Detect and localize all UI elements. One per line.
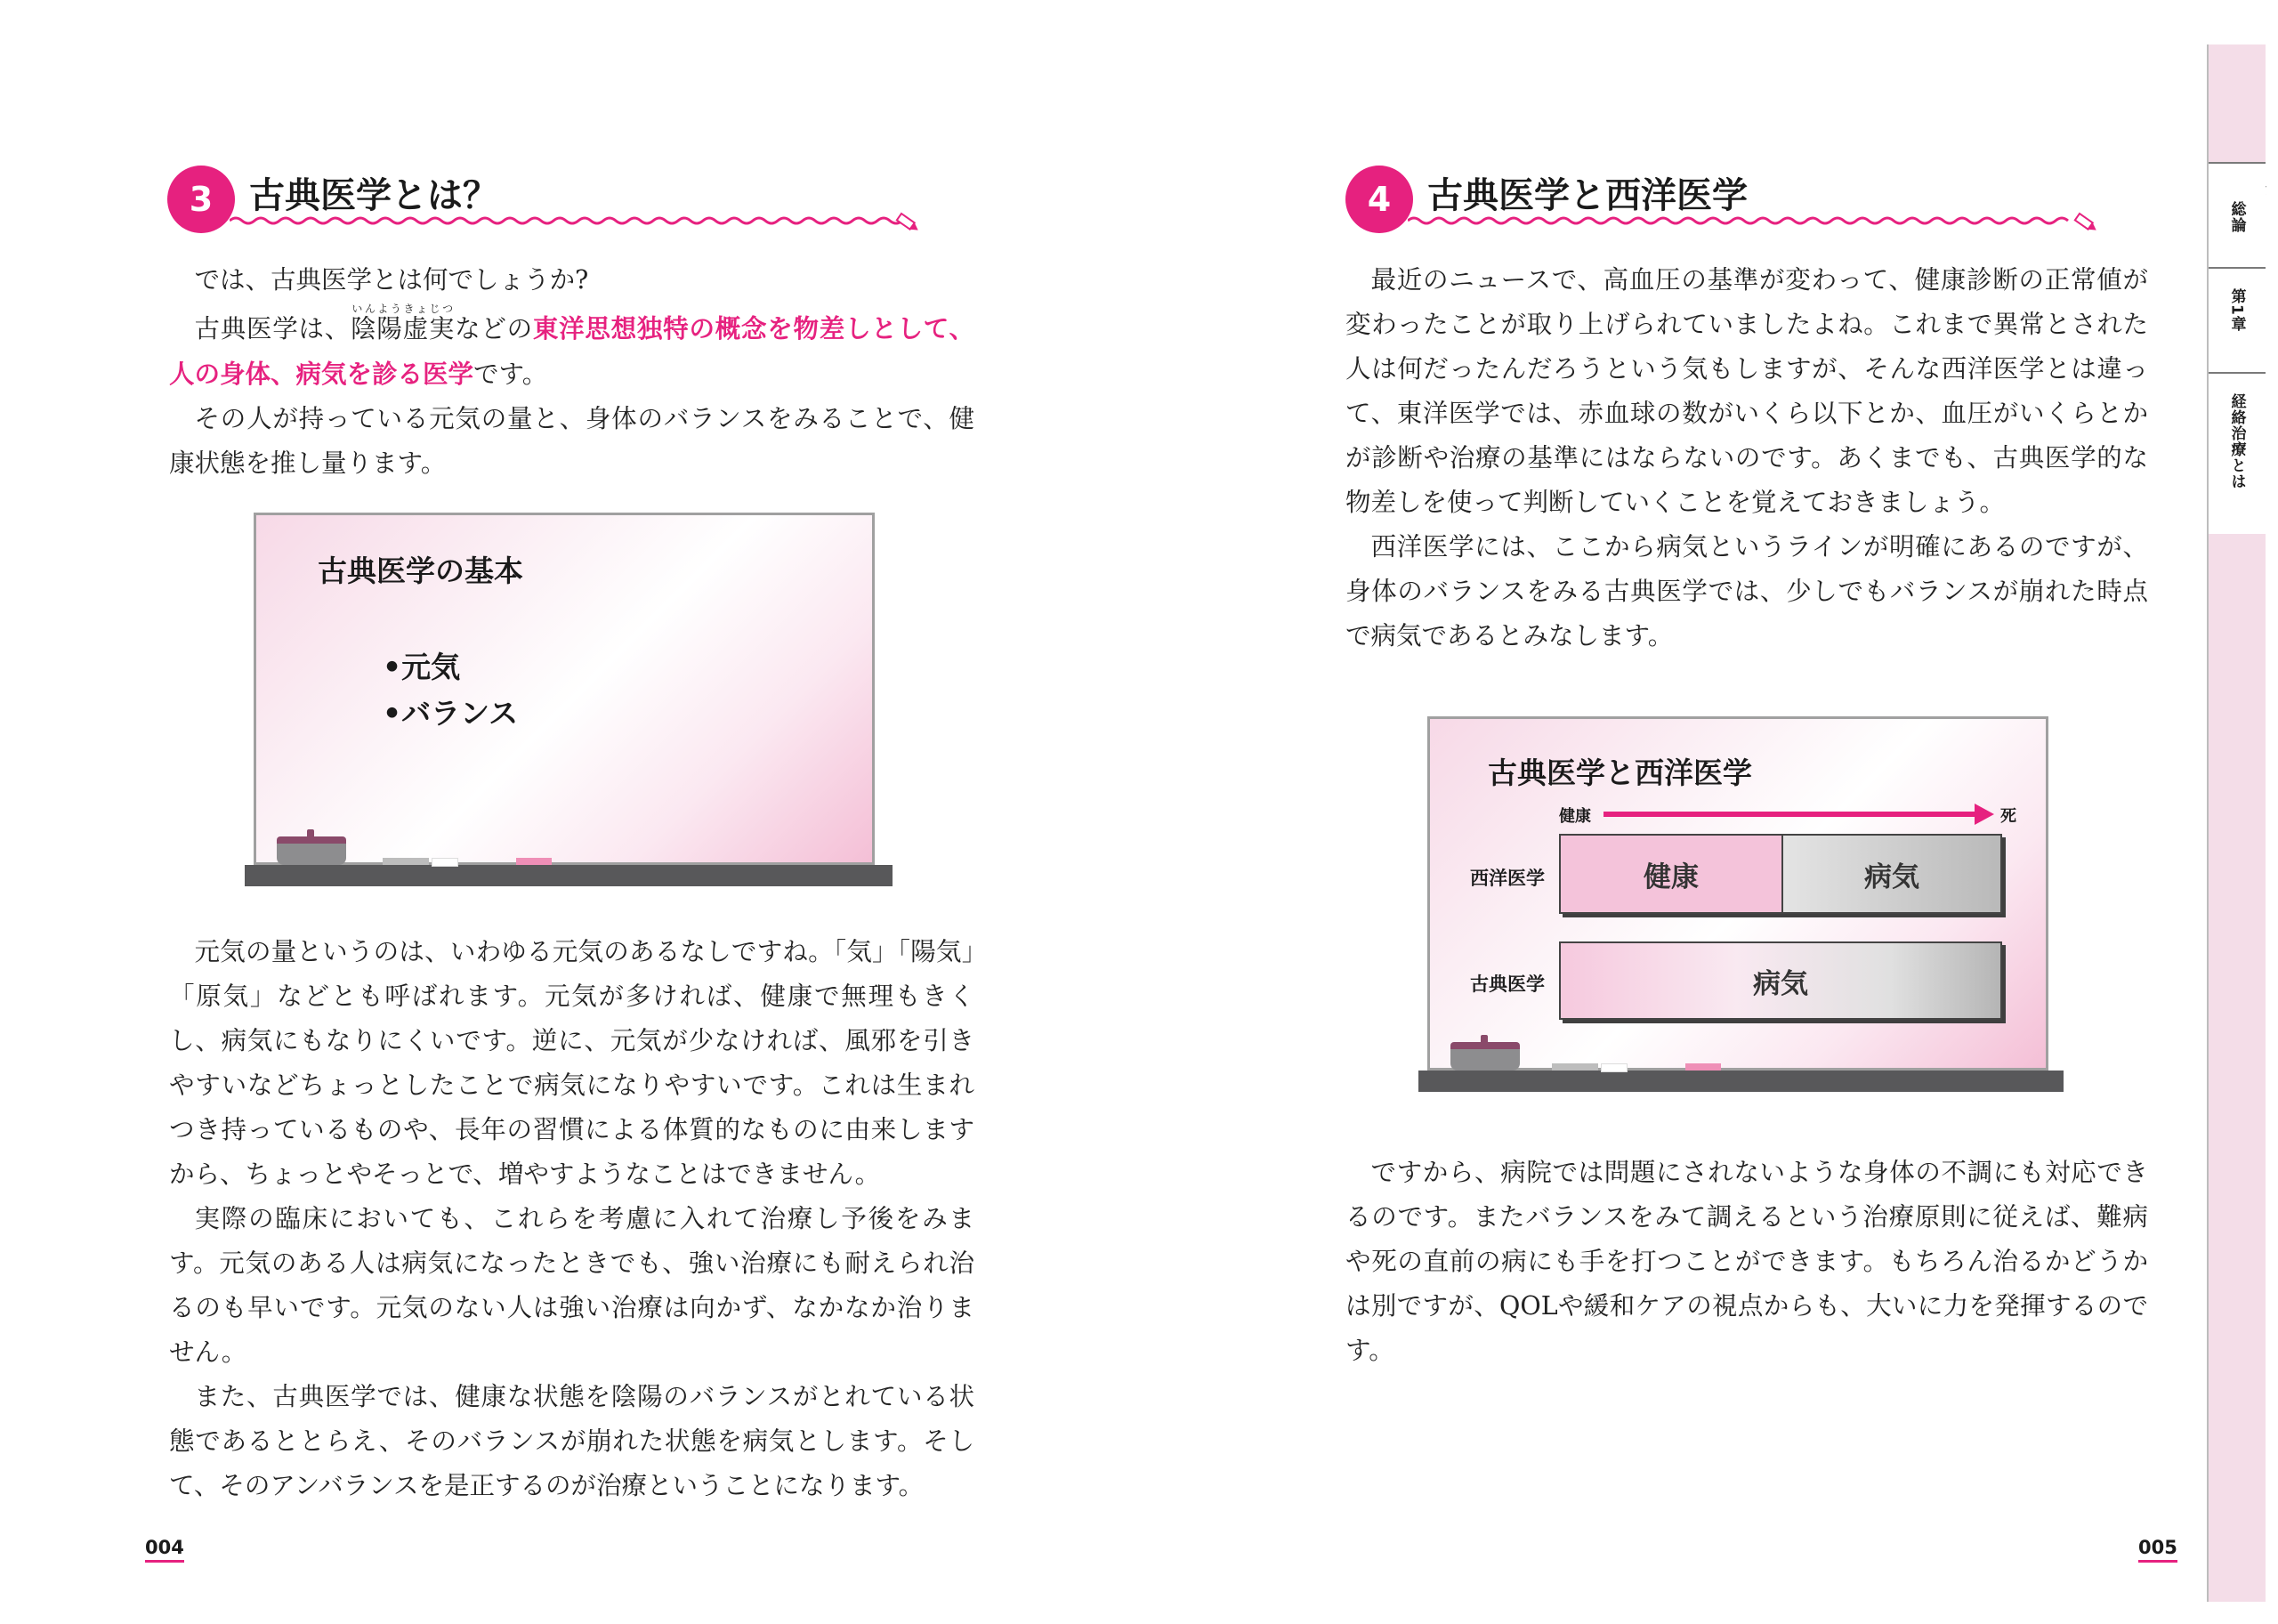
bullet-item: •元気 [383, 650, 461, 684]
ruby-term: 陰陽虚実いんようきょじつ [351, 303, 456, 343]
right-page [1139, 0, 2278, 1624]
tab-general[interactable] [2209, 164, 2266, 269]
chalk-icon [516, 858, 552, 865]
section-header-3 [167, 166, 924, 255]
tab-label: 総論 [2227, 201, 2246, 233]
chalk-icon [1685, 1063, 1721, 1071]
paragraph: 元気の量というのは、いわゆる元気のあるなしですね。「気」「陽気」「原気」などとも呼ばれます。元気が多ければ、健康で無理もきくし、病気にもなりにくいです。逆に、元気が少なければ、風邪を引きやすいなどちょっとしたことで病気になりやすいです。これは生まれつき持っているものや、長年の習慣による体質的なものに由来しますから、ちょっとやそっとで、増やすようなことはできません。 [169, 937, 974, 1189]
paragraph: 実際の臨床においても、これらを考慮に入れて治療し予後をみます。元気のある人は病気になったときでも、強い治療にも耐えられ治るのも早いです。元気のない人は強い治療は向かず、なかなか治りません。 [169, 1204, 974, 1367]
segment-healthy: 健康 [1559, 834, 1783, 914]
page-number: 005 [2138, 1537, 2177, 1563]
whiteboard-tray [245, 865, 893, 886]
axis-start-label: 健康 [1559, 807, 1591, 826]
tab-label: 経絡治療とは [2227, 393, 2246, 489]
figure-title: 古典医学と西洋医学 [1488, 755, 1752, 790]
whiteboard-tray [1418, 1071, 2064, 1092]
paragraph-with-highlight: 古典医学は、陰陽虚実いんようきょじつなどの東洋思想独特の概念を物差しとして、人の身体、病気を診る医学です。 [169, 303, 974, 389]
section-number-badge: 3 [167, 166, 235, 233]
chapter-tab-sidebar [2207, 44, 2266, 1602]
section-number-badge: 4 [1345, 166, 1413, 233]
wavy-underline-icon [1408, 210, 2102, 237]
section-title: 古典医学とは？ [249, 175, 498, 216]
paragraph: 西洋医学には、ここから病気というラインが明確にあるのですが、身体のバランスをみる古典医学では、少しでもバランスが崩れた時点で病気であるとみなします。 [1345, 532, 2148, 650]
eraser-icon [277, 836, 346, 865]
segment-illness: 病気 [1781, 834, 2002, 914]
paragraph: その人が持っている元気の量と、身体のバランスをみることで、健康状態を推し量ります。 [169, 404, 974, 478]
progress-axis [1603, 812, 1977, 817]
tab-part-1[interactable] [2209, 44, 2266, 164]
chalk-icon [1601, 1063, 1628, 1072]
body-text-continued [1345, 1151, 2148, 1373]
segment-illness-full: 病気 [1559, 941, 2002, 1020]
chalk-icon [1552, 1063, 1598, 1071]
tab-chapter-1[interactable] [2209, 269, 2266, 374]
wavy-underline-icon [230, 210, 924, 237]
section-header-4 [1345, 166, 2102, 255]
intro-text [1345, 258, 2148, 658]
whiteboard-figure-comparison [1418, 716, 2064, 1095]
tab-label: 第1章 [2227, 288, 2246, 332]
axis-end-label: 死 [2000, 807, 2016, 826]
chalk-icon [383, 858, 429, 865]
chalk-icon [432, 858, 458, 867]
arrow-right-icon [1975, 804, 1994, 825]
whiteboard-figure-basics [245, 513, 893, 893]
body-text-continued [169, 930, 974, 1508]
paragraph: ですから、病院では問題にされないような身体の不調にも対応できるのです。またバランスをみて調えるという治療原則に従えば、難病や死の直前の病にも手を打つことができます。もちろん治るかどうかは別ですが、QOLや緩和ケアの視点からも、大いに力を発揮するのです。 [1345, 1158, 2148, 1365]
paragraph: また、古典医学では、健康な状態を陰陽のバランスがとれている状態であるととらえ、そのバランスが崩れた状態を病気とします。そして、そのアンバランスを是正するのが治療ということになります。 [169, 1382, 974, 1500]
figure-title: 古典医学の基本 [318, 553, 523, 588]
row-label-western: 西洋医学 [1470, 868, 1545, 889]
paragraph: では、古典医学とは何でしょうか? [194, 265, 589, 295]
eraser-icon [1450, 1042, 1520, 1071]
section-title: 古典医学と西洋医学 [1427, 175, 1748, 216]
page-number: 004 [145, 1537, 184, 1563]
paragraph: 最近のニュースで、高血圧の基準が変わって、健康診断の正常値が変わったことが取り上げられていましたよね。これまで異常とされた人は何だったんだろうという気もしますが、そんな西洋医学とは違って、東洋医学では、赤血球の数がいくら以下とか、血圧がいくらとかが診断や治療の基準にはならないのです。あくまでも、古典医学的な物差しを使って判断していくことを覚えておきましょう。 [1345, 265, 2148, 517]
row-label-classical: 古典医学 [1470, 974, 1545, 995]
highlight-text: 東洋思想独特の概念を物差しとして、人の身体、病気を診る医学 [169, 313, 974, 389]
intro-text [169, 258, 974, 486]
bullet-item: •バランス [383, 696, 519, 731]
tab-meridian-therapy[interactable] [2209, 374, 2266, 534]
